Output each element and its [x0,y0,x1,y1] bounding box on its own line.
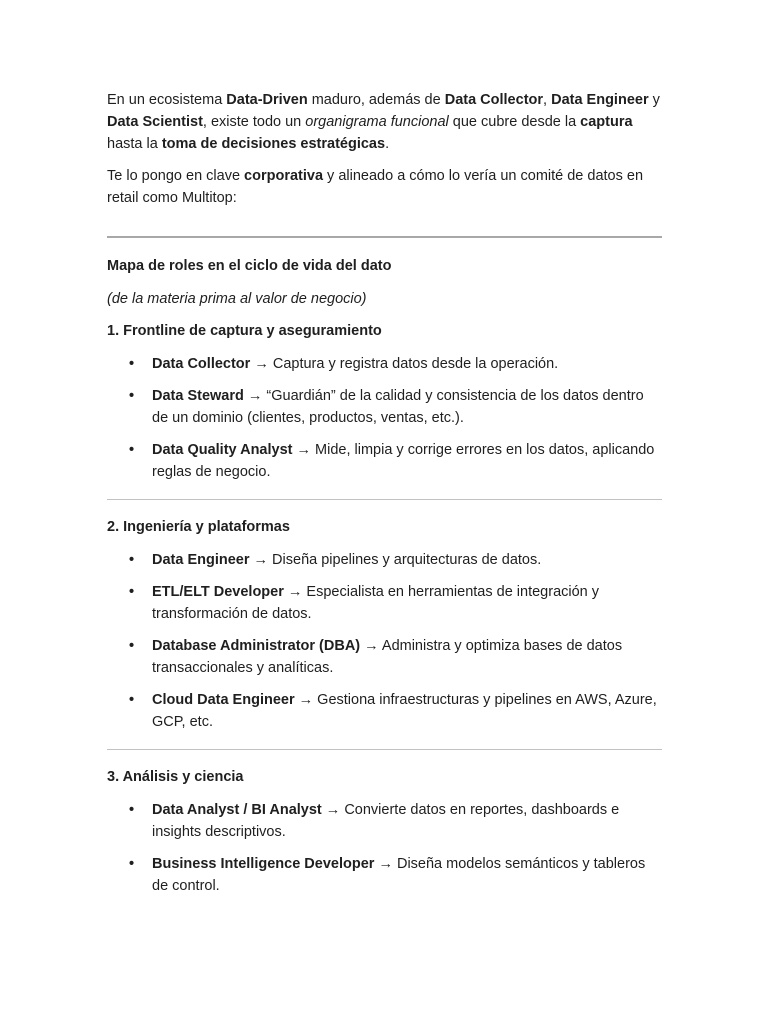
list-item [107,353,662,375]
role-name: Data Engineer [152,552,250,568]
map-subtitle: (de la materia prima al valor de negocio) [107,291,367,307]
bullet-icon: • [129,356,135,372]
map-title: Mapa de roles en el ciclo de vida del dato [107,258,392,274]
context-paragraph: Te lo pongo en clave corporativa y alineado a cómo lo vería un comité de datos en retail como Multitop: [107,168,644,206]
list-item [107,853,662,897]
role-name: Business Intelligence Developer [152,856,375,872]
role-name: Database Administrator (DBA) [152,638,361,654]
bullet-icon: • [129,442,135,458]
term-captura: captura [580,114,633,130]
term-data-engineer: Data Engineer [551,92,649,108]
role-name: Data Quality Analyst [152,442,293,458]
role-name: Cloud Data Engineer [152,692,295,708]
term-toma-decisiones: toma de decisiones estratégicas [161,136,386,152]
role-description: → Mide, limpia y corrige errores en los datos, aplicando reglas de negocio. [152,442,655,480]
term-corporativa: corporativa [244,168,324,184]
role-description: → Gestiona infraestructuras y pipelines en AWS, Azure, GCP, etc. [152,692,657,730]
bullet-icon: • [129,692,135,708]
list-item [107,799,662,843]
bullet-icon: • [129,388,135,404]
bullet-icon: • [129,584,135,600]
list-item [107,439,662,483]
role-description: → Administra y optimiza bases de datos transaccionales y analíticas. [152,638,623,676]
list-item [107,689,662,733]
role-list [107,353,662,483]
document-content [107,89,662,897]
role-description: → Diseña modelos semánticos y tableros de control. [152,856,646,894]
term-data-collector: Data Collector [444,92,544,108]
section-divider [107,236,662,238]
bullet-icon: • [129,638,135,654]
bullet-icon: • [129,552,135,568]
role-name: Data Steward [152,388,244,404]
term-data-driven: Data-Driven [226,92,308,108]
section-heading: 3. Análisis y ciencia [107,769,244,785]
term-organigrama: organigrama funcional [305,114,449,130]
role-description: → Especialista en herramientas de integración y transformación de datos. [152,584,600,622]
role-description: → Diseña pipelines y arquitecturas de datos. [249,552,542,568]
intro-paragraph: En un ecosistema Data-Driven maduro, además de Data Collector, Data Engineer y Data Scientist, existe todo un organigrama funcional que cubre desde la captura hasta la toma de decisiones estratégicas. [107,92,660,152]
list-item [107,581,662,625]
role-description: → Convierte datos en reportes, dashboards e insights descriptivos. [152,802,620,840]
section-heading: 2. Ingeniería y plataformas [107,519,290,535]
bullet-icon: • [129,856,135,872]
role-name: Data Collector [152,356,251,372]
section-divider [107,499,662,500]
role-list [107,549,662,733]
section-heading: 1. Frontline de captura y aseguramiento [107,323,382,339]
role-list [107,799,662,897]
list-item [107,385,662,429]
role-description: → “Guardián” de la calidad y consistencia de los datos dentro de un dominio (clientes, productos, ventas, etc.). [152,388,644,426]
role-name: Data Analyst / BI Analyst [152,802,322,818]
list-item [107,549,662,571]
section-divider [107,749,662,750]
role-description: → Captura y registra datos desde la operación. [250,356,559,372]
bullet-icon: • [129,802,135,818]
list-item [107,635,662,679]
role-name: ETL/ELT Developer [152,584,284,600]
term-data-scientist: Data Scientist [107,114,203,130]
